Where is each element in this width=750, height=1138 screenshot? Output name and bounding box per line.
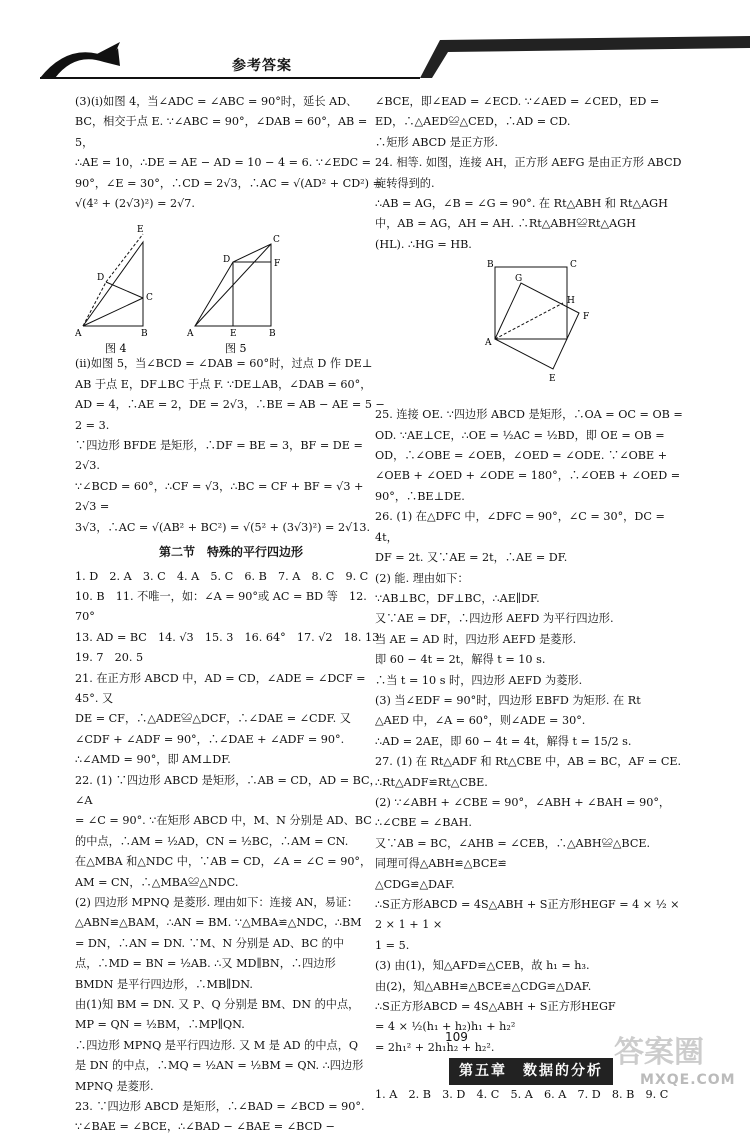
label-E: E bbox=[549, 374, 556, 385]
line: ∵四边形 BFDE 是矩形，∴DF = BE = 3，BF = DE = 2√3. bbox=[75, 439, 363, 473]
label-A: A bbox=[75, 329, 82, 340]
q25-line: 25. 连接 OE. ∵四边形 ABCD 是矩形，∴OA = OC = OB = bbox=[375, 408, 683, 422]
q22-line: MP = QN = ½BM，∴MP∥QN. bbox=[75, 1018, 245, 1032]
figure-24-diagram bbox=[375, 255, 687, 405]
label-E: E bbox=[137, 225, 144, 236]
q22-line: = DN，∴AN = DN. ∵M、N 分别是 AD、BC 的中 bbox=[75, 936, 345, 950]
label-C: C bbox=[273, 235, 280, 246]
label-F: F bbox=[583, 312, 590, 323]
section-title: 第二节 特殊的平行四边形 bbox=[158, 545, 303, 560]
answers-line: 1. D 2. A 3. C 4. A 5. C 6. B 7. A 8. C 9. C bbox=[75, 569, 369, 583]
q22-line: 在△MBA 和△NDC 中，∵AB = CD，∠A = ∠C = 90°， bbox=[75, 855, 372, 869]
q21-line: ∴∠AMD = 90°，即 AM⊥DF. bbox=[75, 753, 231, 767]
q26-line: 即 60 − 4t = 2t，解得 t = 10 s. bbox=[375, 653, 546, 667]
q22-line: 由(1)知 BM = DN. 又 P、Q 分别是 BM、DN 的中点， bbox=[75, 998, 360, 1012]
q27-line: (2) ∵∠ABH + ∠CBE = 90°，∠ABH + ∠BAH = 90°， bbox=[375, 795, 671, 809]
q24-line: 中，AB = AG，AH = AH. ∴Rt△ABH≌Rt△AGH bbox=[375, 217, 636, 231]
q26-line: (2) 能. 理由如下： bbox=[375, 571, 469, 585]
answers-line: 13. AD = BC 14. √3 15. 3 16. 64° 17. √2 18. 13 bbox=[75, 630, 380, 644]
q26-line: ∴当 t = 10 s 时，四边形 AEFD 为菱形. bbox=[375, 673, 583, 687]
label-A: A bbox=[485, 338, 492, 349]
q27-line: = 2h₁² + 2h₁h₂ + h₂². bbox=[375, 1040, 495, 1054]
q27-line: 1 = 5. bbox=[375, 938, 410, 952]
label-A: A bbox=[187, 329, 194, 340]
q25-line: 90°，∴BE⊥DE. bbox=[375, 489, 465, 503]
q26-line: 又∵AE = DF，∴四边形 AEFD 为平行四边形. bbox=[375, 612, 614, 626]
label-C: C bbox=[570, 260, 577, 271]
q27-line: (3) 由(1)，知△AFD≌△CEB，故 h₁ = h₃. bbox=[375, 959, 590, 973]
q24-line: 24. 相等. 如图，连接 AH，正方形 AEFG 是由正方形 ABCD bbox=[375, 156, 682, 170]
label-B: B bbox=[269, 329, 276, 340]
fig5-caption: 图 5 bbox=[225, 342, 247, 355]
label-D: D bbox=[223, 255, 231, 266]
header-decoration bbox=[0, 0, 750, 80]
q25-line: ∠OEB + ∠OED + ∠ODE = 180°，∴∠OEB + ∠OED = bbox=[375, 469, 681, 483]
header-title: 参考答案 bbox=[232, 58, 292, 74]
q22-line: AM = CN，∴△MBA≌△NDC. bbox=[75, 875, 239, 889]
q26-line: △AED 中，∠A = 60°，则∠ADE = 30°. bbox=[375, 714, 586, 728]
q22-line: 点，∴MD = BN = ½AB. ∴又 MD∥BN，∴四边形 bbox=[75, 957, 336, 971]
figures-4-5 bbox=[75, 214, 387, 354]
q27-line: 27. (1) 在 Rt△ADF 和 Rt△CBE 中，AB = BC，AF = CE. bbox=[375, 755, 682, 769]
q26-line: ∴AD = 2AE，即 60 − 4t = 4t，解得 t = 15/2 s. bbox=[375, 734, 632, 748]
line: AD = 4，∴AE = 2，DE = 2√3，∴BE = AB − AE = 5 − 2 = 3. bbox=[75, 398, 385, 432]
q22-line: ∴四边形 MPNQ 是平行四边形. 又 M 是 AD 的中点，Q bbox=[75, 1038, 359, 1052]
q22-line: MPNQ 是菱形. bbox=[75, 1079, 154, 1093]
label-D: D bbox=[97, 273, 105, 284]
q22-line: = ∠C = 90°. ∵在矩形 ABCD 中，M、N 分别是 AD、BC bbox=[75, 814, 372, 828]
line: 90°，∠E = 30°，∴CD = 2√3，∴AC = √(AD² + CD²) = bbox=[75, 176, 382, 190]
label-E: E bbox=[230, 329, 237, 340]
q22-line: △ABN≌△BAM，∴AN = BM. ∵△MBA≌△NDC，∴BM bbox=[75, 916, 362, 930]
chapter-answers: 1. A 2. B 3. D 4. C 5. A 6. A 7. D 8. B 9. C bbox=[375, 1087, 669, 1101]
label-C: C bbox=[146, 293, 153, 304]
q27-line: ∴S正方形ABCD = 4S△ABH + S正方形HEGF bbox=[375, 1000, 616, 1014]
answers-line: 19. 7 20. 5 bbox=[75, 651, 144, 665]
q24-line: (HL). ∴HG = HB. bbox=[375, 237, 472, 251]
q22-line: 22. (1) ∵四边形 ABCD 是矩形，∴AB = CD，AD = BC，∠A bbox=[75, 773, 381, 807]
q22-line: 的中点，∴AM = ½AD，CN = ½BC，∴AM = CN. bbox=[75, 834, 349, 848]
q27-line: = 4 × ½(h₁ + h₂)h₁ + h₂² bbox=[375, 1020, 516, 1034]
q24-line: 旋转得到的. bbox=[375, 176, 435, 190]
q26-line: DF = 2t. 又∵AE = 2t，∴AE = DF. bbox=[375, 551, 568, 565]
q25-line: OD. ∵AE⊥CE，∴OE = ½AC = ½BD，即 OE = OB = bbox=[375, 428, 665, 442]
line: ∴AE = 10，∴DE = AE − AD = 10 − 4 = 6. ∵∠EDC = bbox=[75, 156, 371, 170]
page-header bbox=[0, 0, 750, 80]
q25-line: OD，∴∠OBE = ∠OEB，∠OED = ∠ODE. ∵∠OBE + bbox=[375, 449, 668, 463]
figure-5 bbox=[186, 235, 280, 339]
line: √(4² + (2√3)²) = 2√7. bbox=[75, 197, 195, 211]
q23-line: ∵∠BAE = ∠BCE，∴∠BAD − ∠BAE = ∠BCD − bbox=[75, 1120, 336, 1134]
chapter-title: 第五章 数据的分析 bbox=[449, 1058, 613, 1084]
label-H: H bbox=[567, 296, 575, 307]
q22-line: 是 DN 的中点，∴MQ = ½AN = ½BM = QN. ∴四边形 bbox=[75, 1059, 364, 1073]
answers-line: 10. B 11. 不唯一，如：∠A = 90°或 AC = BD 等 12. 70° bbox=[75, 589, 367, 624]
svg-text:答案圈: 答案圈 bbox=[614, 1035, 704, 1070]
label-B: B bbox=[487, 260, 494, 271]
q27-line: 由(2)，知△ABH≌△BCE≌△CDG≌△DAF. bbox=[375, 979, 592, 993]
label-G: G bbox=[515, 274, 523, 285]
q27-line: 又∵AB = BC，∠AHB = ∠CEB，∴△ABH≌△BCE. bbox=[375, 836, 651, 850]
q22-line: BMDN 是平行四边形，∴MB∥DN. bbox=[75, 977, 253, 991]
left-column bbox=[75, 92, 387, 1138]
figure-24 bbox=[375, 255, 687, 405]
q21-line: DE = CF，∴△ADE≌△DCF，∴∠DAE = ∠CDF. 又 bbox=[75, 712, 351, 726]
q27-line: △CDG≌△DAF. bbox=[375, 877, 455, 891]
header-band bbox=[420, 36, 750, 78]
q23-cont-line: ∴矩形 ABCD 是正方形. bbox=[375, 135, 499, 149]
label-B: B bbox=[141, 329, 148, 340]
line: (ⅱ)如图 5，当∠BCD = ∠DAB = 60°时，过点 D 作 DE⊥ bbox=[75, 357, 373, 371]
q26-line: ∵AB⊥BC，DF⊥BC，∴AE∥DF. bbox=[375, 591, 540, 605]
label-F: F bbox=[274, 259, 281, 270]
figure-4 bbox=[75, 225, 153, 339]
line: AB 于点 E，DF⊥BC 于点 F. ∵DE⊥AB，∠DAB = 60°， bbox=[75, 377, 372, 391]
q23-line: 23. ∵四边形 ABCD 是矩形，∴∠BAD = ∠BCD = 90°. bbox=[75, 1100, 365, 1114]
q24-line: ∴AB = AG，∠B = ∠G = 90°. 在 Rt△ABH 和 Rt△AGH bbox=[375, 197, 668, 211]
line: (3)(ⅰ)如图 4，当∠ADC = ∠ABC = 90°时，延长 AD、 bbox=[75, 95, 358, 108]
fig4-caption: 图 4 bbox=[105, 342, 127, 355]
line: BC，相交于点 E. ∵∠ABC = 90°，∠DAB = 60°，AB = 5， bbox=[75, 115, 368, 149]
q26-line: 当 AE = AD 时，四边形 AEFD 是菱形. bbox=[375, 632, 577, 646]
q27-line: ∴S正方形ABCD = 4S△ABH + S正方形HEGF = 4 × ½ × 2 × 1 + 1 × bbox=[375, 898, 680, 932]
page-number: 109 bbox=[445, 1030, 468, 1044]
q21-line: ∠CDF + ∠ADF = 90°，∴∠DAE + ∠ADF = 90°. bbox=[75, 732, 345, 746]
q27-line: 同理可得△ABH≌△BCE≌ bbox=[375, 857, 507, 871]
q27-line: ∴Rt△ADF≌Rt△CBE. bbox=[375, 775, 488, 789]
line: 3√3，∴AC = √(AB² + BC²) = √(5² + (3√3)²) = 2√13. bbox=[75, 520, 371, 534]
q22-line: (2) 四边形 MPNQ 是菱形. 理由如下：连接 AN，易证： bbox=[75, 896, 359, 909]
q26-line: (3) 当∠EDF = 90°时，四边形 EBFD 为矩形. 在 Rt bbox=[375, 693, 641, 707]
figure-4-5-diagram bbox=[75, 214, 387, 354]
q23-cont-line: ED，∴△AED≌△CED，∴AD = CD. bbox=[375, 115, 571, 129]
q21-line: 21. 在正方形 ABCD 中，AD = CD，∠ADE = ∠DCF = 45°. 又 bbox=[75, 671, 366, 705]
q26-line: 26. (1) 在△DFC 中，∠DFC = 90°，∠C = 30°，DC = 4t， bbox=[375, 510, 665, 544]
q27-line: ∴∠CBE = ∠BAH. bbox=[375, 816, 472, 830]
right-column bbox=[375, 92, 687, 1105]
q23-cont-line: ∠BCE，即∠EAD = ∠ECD. ∵∠AED = ∠CED，ED = bbox=[375, 95, 660, 108]
watermark-text: MXQE.COM bbox=[640, 1072, 736, 1088]
line: ∵∠BCD = 60°，∴CF = √3，∴BC = CF + BF = √3 + 2√3 = bbox=[75, 479, 364, 514]
